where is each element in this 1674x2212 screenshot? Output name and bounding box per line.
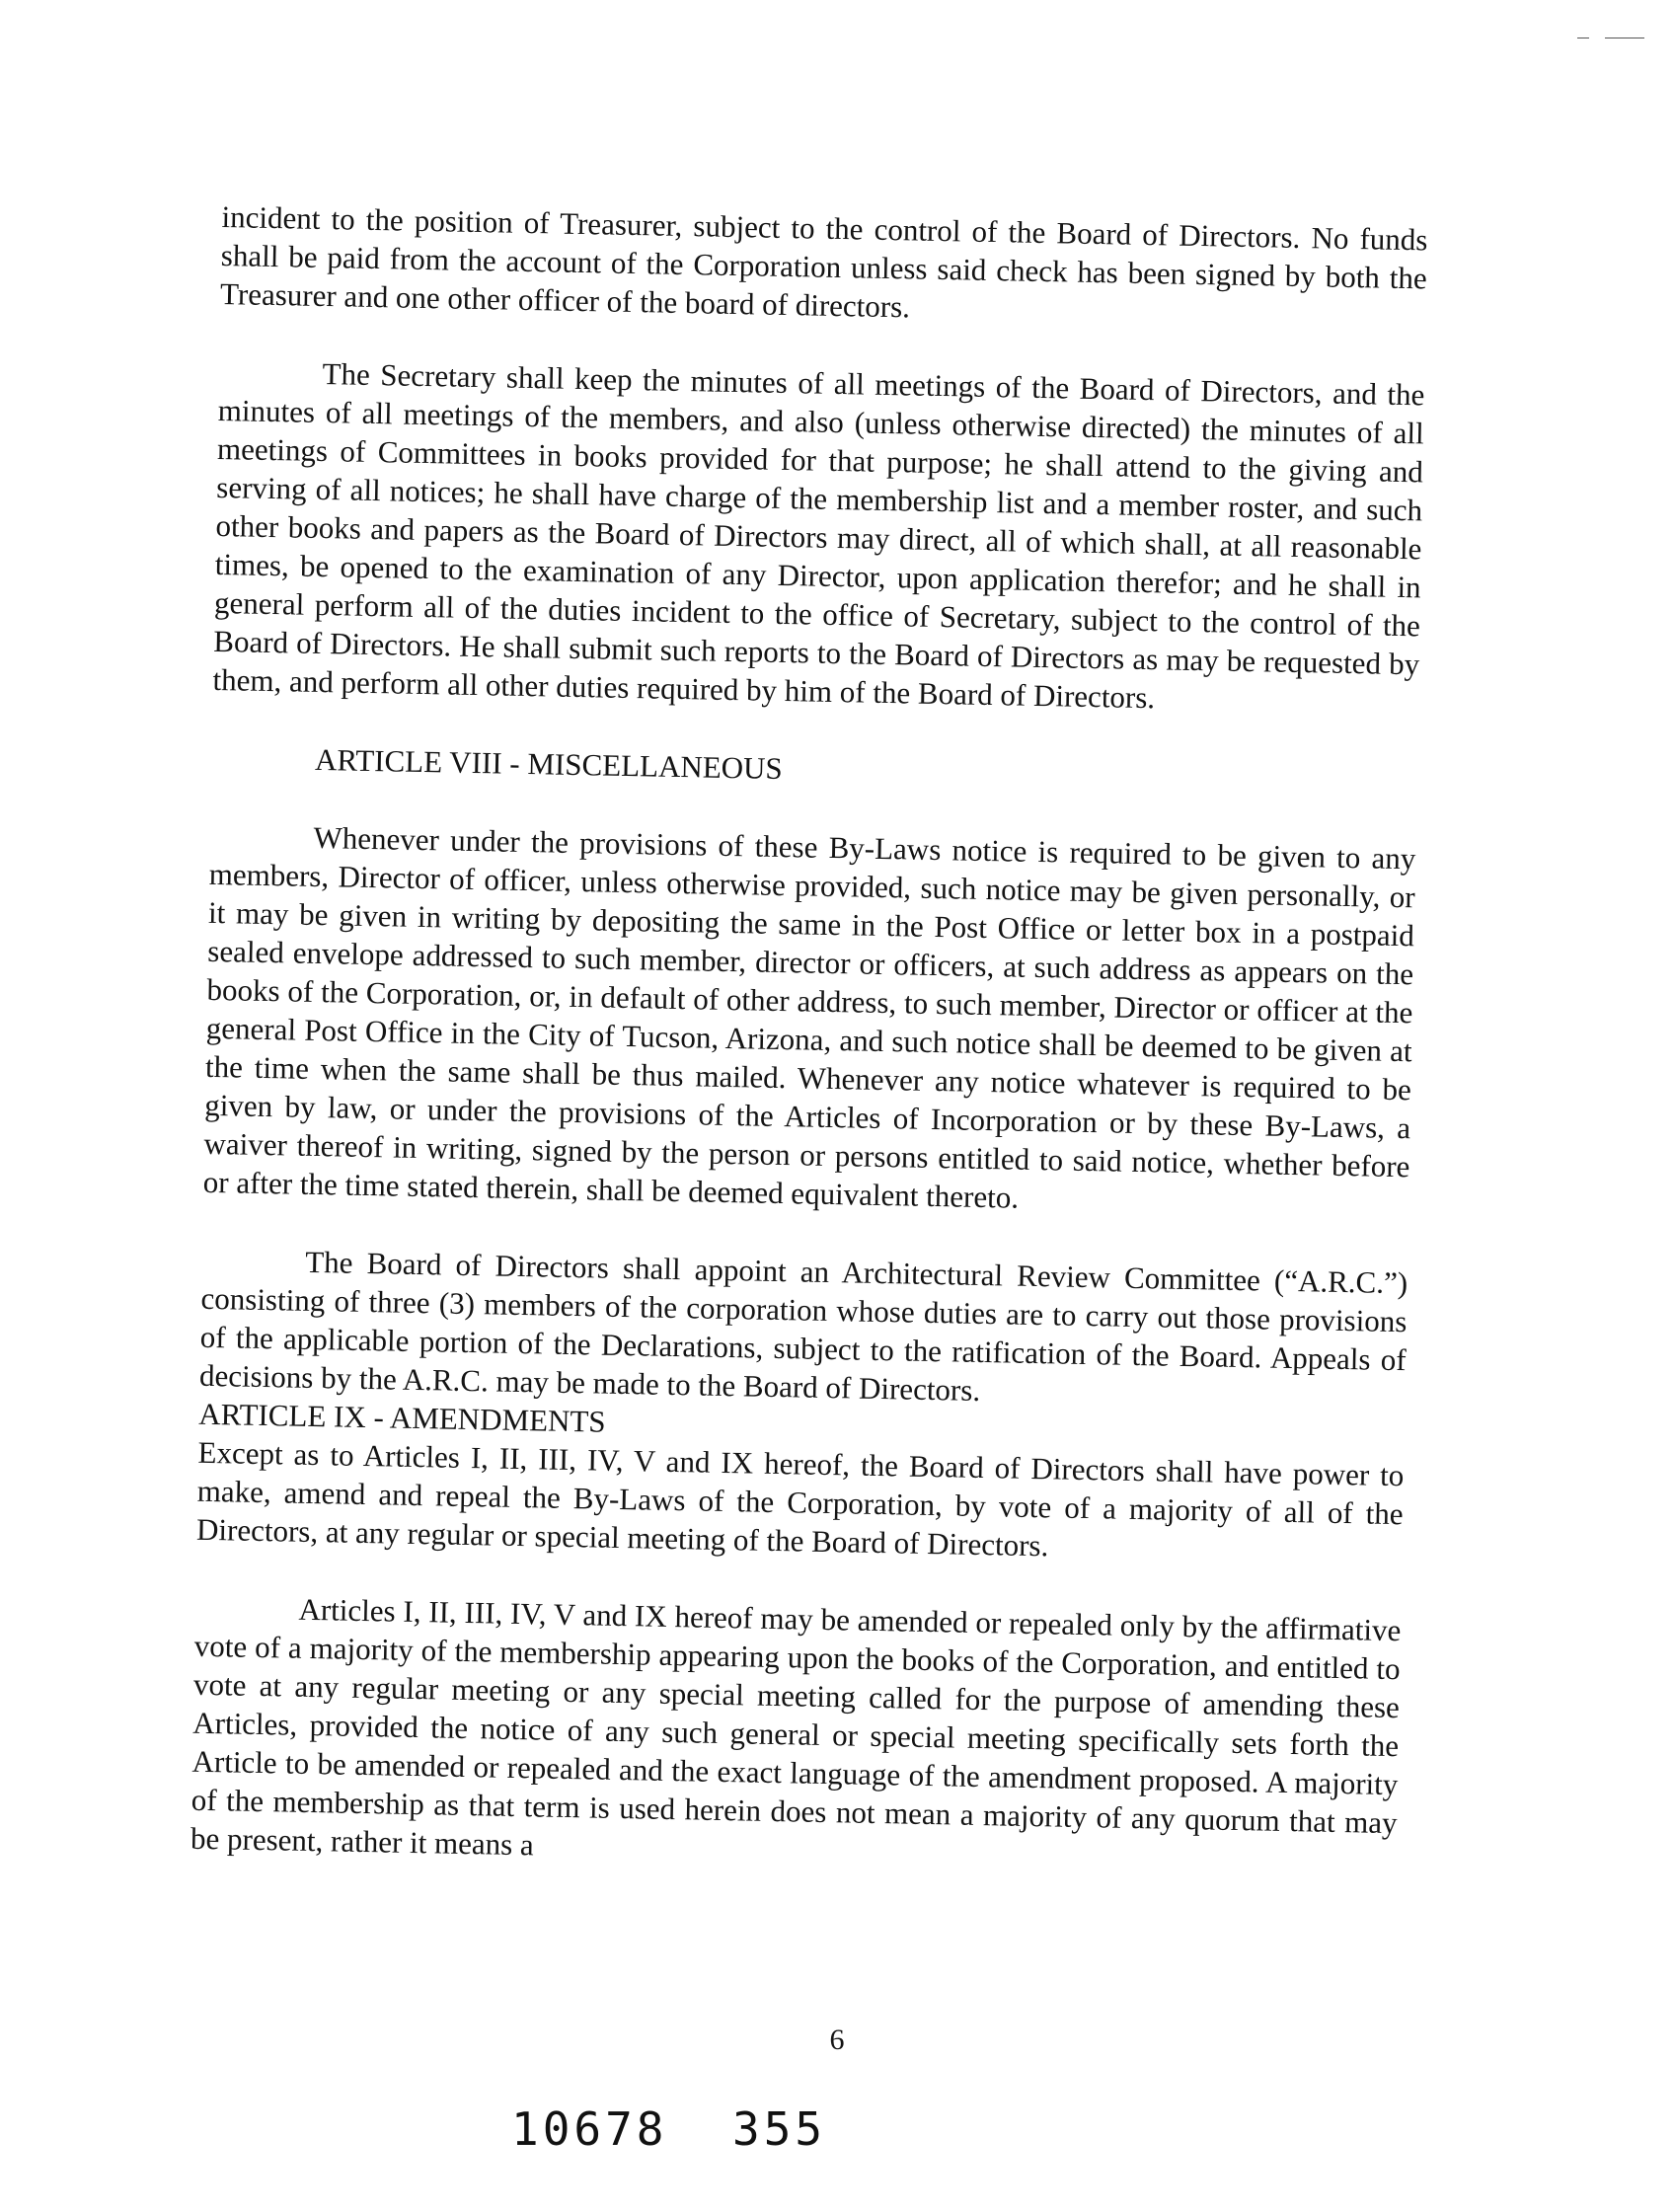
amendment-members-paragraph: Articles I, II, III, IV, V and IX hereof may be amended or repealed only by the affirmative vote of a majority of the membership appearing upon the books of the Corporation, and entitled to vote at any regular meeting or any special meeting called for the purpose of amending these Articles, provided the notice of any such general or special meeting specifically sets forth the Article to be amended or repealed and the exact language of the amendment proposed. A majority of the membership as that term is used herein does not mean a majority of any quorum that may be present, rather it means a bbox=[190, 1591, 1402, 1863]
body-text bbox=[190, 197, 1428, 1880]
page-number: 6 bbox=[829, 2023, 845, 2056]
arc-paragraph: The Board of Directors shall appoint an Architectural Review Committee (“A.R.C.”) consisting of three (3) members of the corporation whose duties are to carry out those provisions of the applicable portion of the Declarations, subject to the ratification of the Board. Appeals of decisions by the A.R.C. may be made to the Board of Directors. bbox=[198, 1244, 1408, 1408]
amendment-power-paragraph: Except as to Articles I, II, III, IV, V and IX hereof, the Board of Directors shall have power to make, amend and repeal the By-Laws of the Corporation, by vote of a majority of all of the Directors, at any regular or special meeting of the Board of Directors. bbox=[195, 1434, 1405, 1564]
treasurer-paragraph: incident to the position of Treasurer, subject to the control of the Board of Directors. No funds shall be paid from the account of the Corporation unless said check has been signed by both the Treasurer and one other officer of the board of directors. bbox=[219, 198, 1428, 325]
secretary-paragraph: The Secretary shall keep the minutes of all meetings of the Board of Directors, and the minutes of all meetings of the members, and also (unless otherwise directed) the minutes of all meetings of Committees in books provided for that purpose; he shall attend to the giving and serving of all notices; he shall have charge of the membership list and a member roster, and such other books and papers as the Board of Directors may direct, all of which shall, at all reasonable times, be opened to the examination of any Director, upon application therefor; and he shall in general perform all of the duties incident to the office of Secretary, subject to the control of the Board of Directors. He shall submit such reports to the Board of Directors as may be requested by them, and perform all other duties required by him of the Board of Directors. bbox=[212, 355, 1425, 716]
article-ix-heading: ARTICLE IX - AMENDMENTS bbox=[198, 1396, 606, 1439]
article-viii-heading: ARTICLE VIII - MISCELLANEOUS bbox=[314, 741, 784, 787]
docket-stamp: 10678 bbox=[511, 2102, 668, 2156]
page-stamp: 355 bbox=[732, 2102, 827, 2156]
notice-paragraph: Whenever under the provisions of these By-Laws notice is required to be given to any members, Director of officer, unless otherwise provided, such notice may be given personally, or it may be given in writing by depositing the same in the Post Office or letter box in a postpaid sealed envelope addressed to such member, director or officers, at such address as appears on the books of the Corporation, or, in default of other address, to such member, Director or officer at the general Post Office in the City of Tucson, Arizona, and such notice shall be deemed to be given at the time when the same shall be thus mailed. Whenever any notice whatever is required to be given by law, or under the provisions of the Articles of Incorporation or by these By-Laws, a waiver thereof in writing, signed by the person or persons entitled to said notice, whether before or after the time stated therein, shall be deemed equivalent thereto. bbox=[202, 819, 1416, 1215]
